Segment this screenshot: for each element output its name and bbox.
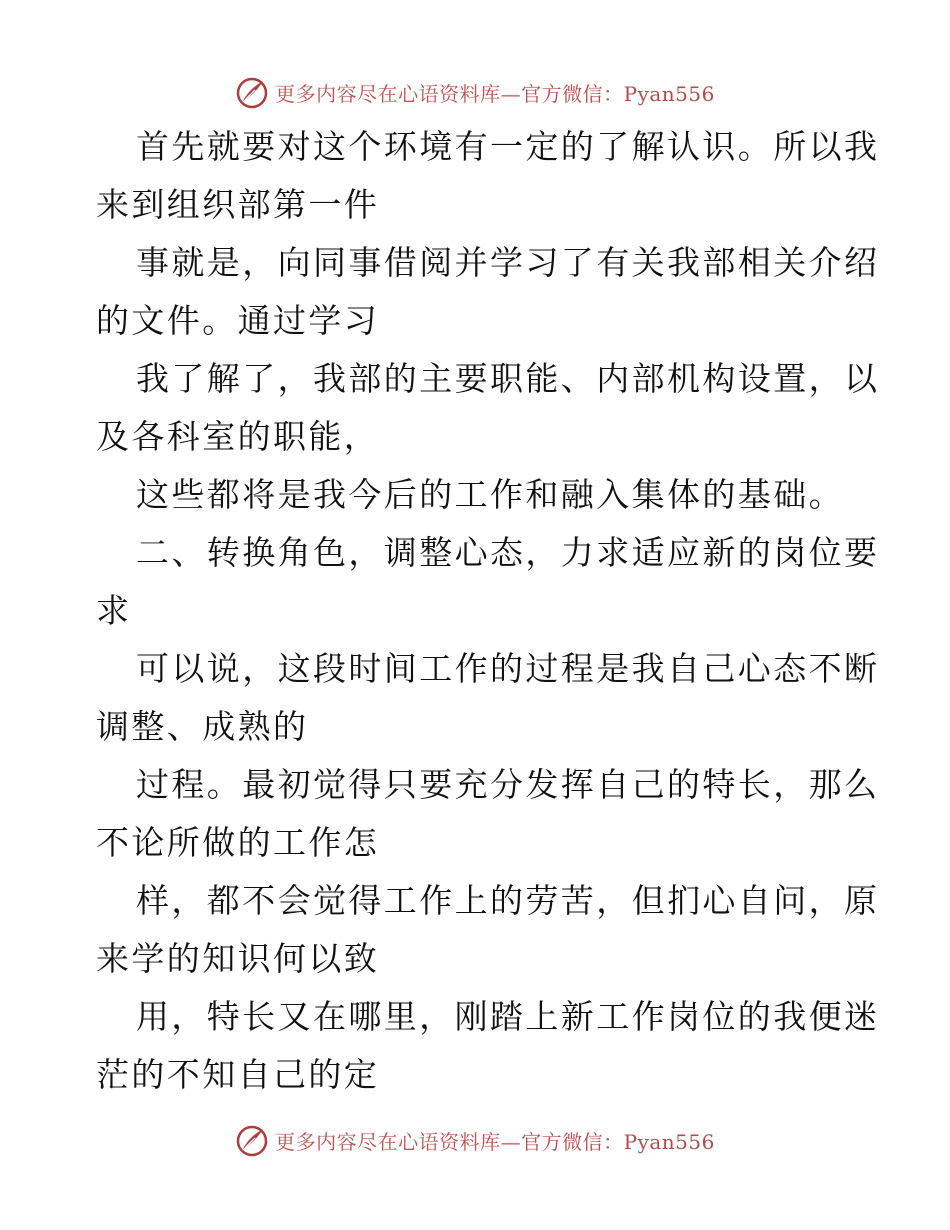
body-line: 用，特长又在哪里，刚踏上新工作岗位的我便迷 [136,997,880,1036]
body-line: 不论所做的工作怎 [96,823,380,862]
body-line: 事就是，向同事借阅并学习了有关我部相关介绍 [136,243,880,282]
header-banner [0,70,950,114]
body-line: 首先就要对这个环境有一定的了解认识。所以我 [136,127,880,166]
banner-separator: — [500,81,522,106]
body-line: 的文件。通过学习 [96,301,380,340]
quill-pen-logo-icon [235,1123,269,1157]
quill-pen-logo-icon [235,75,269,109]
body-line: 我了解了，我部的主要职能、内部机构设置，以 [136,359,880,398]
banner-wechat: 官方微信：Pyan556 [521,81,715,106]
banner-text [275,1126,715,1155]
body-line: 样，都不会觉得工作上的劳苦，但扪心自问，原 [136,881,880,920]
banner-wechat: 官方微信：Pyan556 [521,1129,715,1154]
body-line: 二、转换角色，调整心态，力求适应新的岗位要 [136,533,880,572]
footer-banner [0,1118,950,1162]
banner-slogan: 更多内容尽在心语资料库 [275,81,501,106]
body-line: 调整、成熟的 [96,707,309,746]
body-line: 过程。最初觉得只要充分发挥自己的特长，那么 [136,765,880,804]
body-line: 来学的知识何以致 [96,939,380,978]
banner-text [275,78,715,107]
body-line: 求 [96,591,132,630]
banner-slogan: 更多内容尽在心语资料库 [275,1129,501,1154]
body-line: 这些都将是我今后的工作和融入集体的基础。 [136,475,844,514]
document-body [96,118,880,1104]
body-line: 可以说，这段时间工作的过程是我自己心态不断 [136,649,880,688]
body-line: 及各科室的职能， [96,417,380,456]
body-line: 来到组织部第一件 [96,185,380,224]
body-line: 茫的不知自己的定 [96,1055,380,1094]
banner-separator: — [500,1129,522,1154]
